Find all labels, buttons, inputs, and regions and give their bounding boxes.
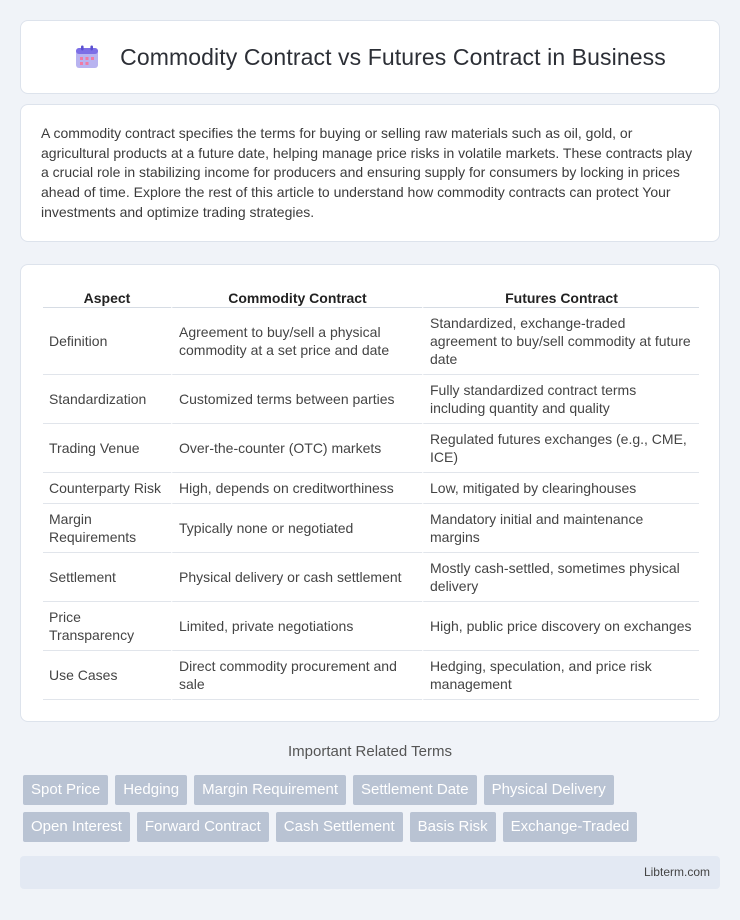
row-futures: Standardized, exchange-traded agreement to buy/sell commodity at future date xyxy=(422,308,699,375)
row-commodity: Customized terms between parties xyxy=(171,375,422,424)
intro-card xyxy=(20,104,720,242)
row-futures: Regulated futures exchanges (e.g., CME, ICE) xyxy=(422,424,699,473)
row-aspect: Settlement xyxy=(43,553,171,602)
header-commodity: Commodity Contract xyxy=(171,285,422,308)
tag-exchange-traded[interactable]: Exchange-Traded xyxy=(503,812,638,842)
row-aspect: Standardization xyxy=(43,375,171,424)
footer-site-link[interactable]: Libterm.com xyxy=(643,865,710,879)
row-commodity: Limited, private negotiations xyxy=(171,602,422,651)
row-aspect: Use Cases xyxy=(43,651,171,700)
row-futures: Hedging, speculation, and price risk management xyxy=(422,651,699,700)
row-aspect: Definition xyxy=(43,308,171,375)
table-row xyxy=(43,424,699,473)
calendar-icon xyxy=(74,44,100,70)
row-aspect: Price Transparency xyxy=(43,602,171,651)
comparison-card xyxy=(20,264,720,722)
related-terms-title: Important Related Terms xyxy=(288,743,452,760)
tag-hedging[interactable]: Hedging xyxy=(115,775,187,805)
tag-open-interest[interactable]: Open Interest xyxy=(23,812,130,842)
tag-settlement-date[interactable]: Settlement Date xyxy=(353,775,477,805)
table-row xyxy=(43,308,699,375)
related-terms-tags xyxy=(23,775,723,849)
tag-forward-contract[interactable]: Forward Contract xyxy=(137,812,269,842)
footer xyxy=(20,856,720,889)
tag-margin-requirement[interactable]: Margin Requirement xyxy=(194,775,346,805)
row-commodity: Agreement to buy/sell a physical commodity at a set price and date xyxy=(171,308,422,375)
tag-spot-price[interactable]: Spot Price xyxy=(23,775,108,805)
row-futures: Mandatory initial and maintenance margins xyxy=(422,504,699,553)
tag-basis-risk[interactable]: Basis Risk xyxy=(410,812,496,842)
row-futures: High, public price discovery on exchanges xyxy=(422,602,699,651)
table-row xyxy=(43,651,699,700)
intro-text: A commodity contract specifies the terms for buying or selling raw materials such as oil, gold, or agricultural products at a future date, helping manage price risks in volatile markets. These contracts play a crucial role in stabilizing income for producers and ensuring supply for consumers by locking in prices ahead of time. Explore the rest of this article to understand how commodity contracts can protect Your investments and optimize trading strategies. xyxy=(41,125,693,220)
tag-physical-delivery[interactable]: Physical Delivery xyxy=(484,775,614,805)
row-futures: Low, mitigated by clearinghouses xyxy=(422,473,699,504)
comparison-table xyxy=(43,285,699,700)
header-aspect: Aspect xyxy=(43,285,171,308)
row-commodity: Physical delivery or cash settlement xyxy=(171,553,422,602)
page-title: Commodity Contract vs Futures Contract in Business xyxy=(120,43,666,70)
table-row xyxy=(43,375,699,424)
row-commodity: Direct commodity procurement and sale xyxy=(171,651,422,700)
row-commodity: High, depends on creditworthiness xyxy=(171,473,422,504)
row-commodity: Typically none or negotiated xyxy=(171,504,422,553)
header-futures: Futures Contract xyxy=(422,285,699,308)
table-row xyxy=(43,504,699,553)
row-futures: Fully standardized contract terms including quantity and quality xyxy=(422,375,699,424)
row-aspect: Trading Venue xyxy=(43,424,171,473)
title-card xyxy=(20,20,720,94)
row-futures: Mostly cash-settled, sometimes physical delivery xyxy=(422,553,699,602)
table-row xyxy=(43,602,699,651)
row-commodity: Over-the-counter (OTC) markets xyxy=(171,424,422,473)
table-row xyxy=(43,473,699,504)
row-aspect: Counterparty Risk xyxy=(43,473,171,504)
table-row xyxy=(43,553,699,602)
row-aspect: Margin Requirements xyxy=(43,504,171,553)
tag-cash-settlement[interactable]: Cash Settlement xyxy=(276,812,403,842)
